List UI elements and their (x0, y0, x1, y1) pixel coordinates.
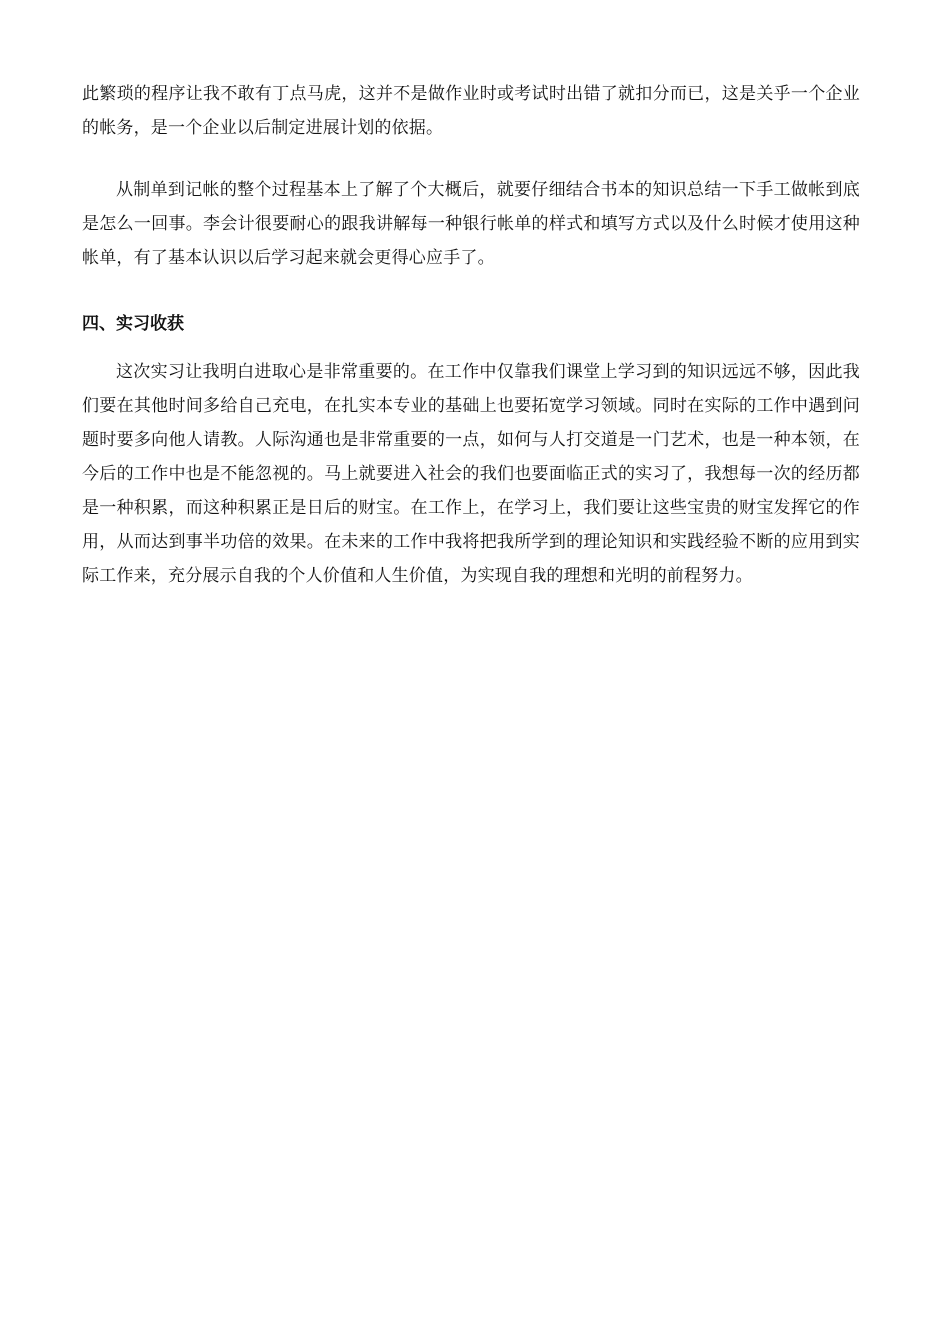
section-heading-internship-gains: 四、实习收获 (82, 314, 184, 334)
paragraph-internship-gains: 这次实习让我明白进取心是非常重要的。在工作中仅靠我们课堂上学习到的知识远远不够，因此我们要在其他时间多给自己充电，在扎实本专业的基础上也要拓宽学习领域。同时在实际的工作中遇到问题时要多向他人请教。人际沟通也是非常重要的一点，如何与人打交道是一门艺术，也是一种本领，在今后的工作中也是不能忽视的。马上就要进入社会的我们也要面临正式的实习了，我想每一次的经历都是一种积累，而这种积累正是日后的财宝。在工作上，在学习上，我们要让这些宝贵的财宝发挥它的作用，从而达到事半功倍的效果。在未来的工作中我将把我所学到的理论知识和实践经验不断的应用到实际工作来，充分展示自我的个人价值和人生价值，为实现自我的理想和光明的前程努力。 (82, 362, 860, 586)
paragraph-continuation: 此繁琐的程序让我不敢有丁点马虎，这并不是做作业时或考试时出错了就扣分而已，这是关乎一个企业的帐务，是一个企业以后制定进展计划的依据。 (82, 84, 860, 138)
paragraph-bookkeeping: 从制单到记帐的整个过程基本上了解了个大概后，就要仔细结合书本的知识总结一下手工做帐到底是怎么一回事。李会计很要耐心的跟我讲解每一种银行帐单的样式和填写方式以及什么时候才使用这种帐单，有了基本认识以后学习起来就会更得心应手了。 (82, 180, 860, 268)
